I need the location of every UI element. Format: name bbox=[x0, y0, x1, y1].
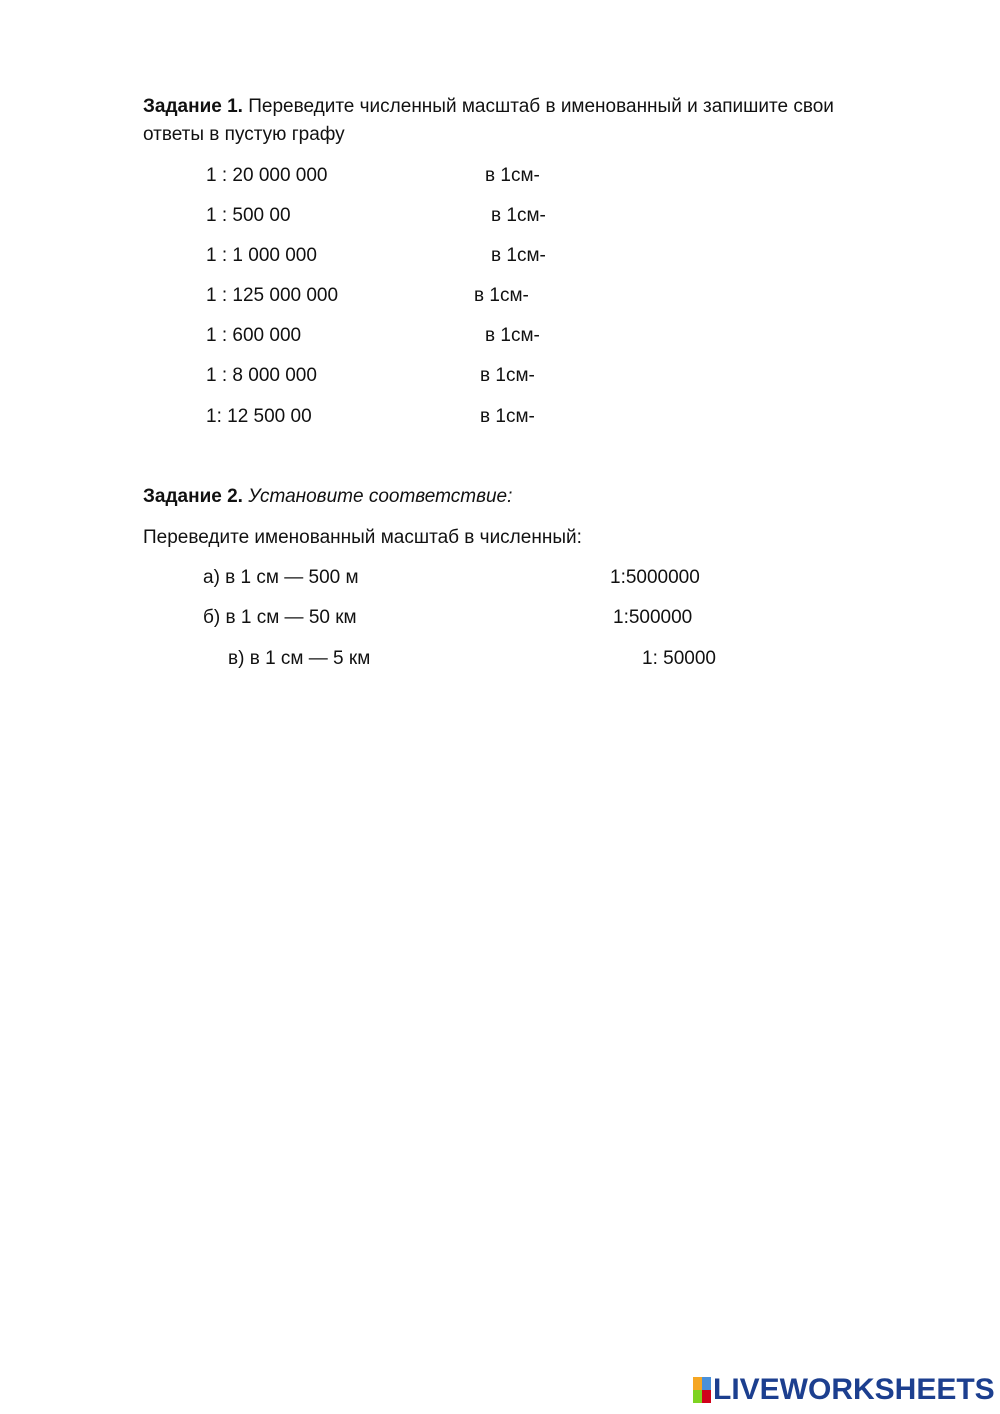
task1-heading bbox=[143, 96, 834, 118]
task2-instruction: Установите соответствие: bbox=[248, 486, 513, 507]
task1-row-answer: в 1см- bbox=[480, 406, 535, 427]
task2-heading bbox=[143, 486, 512, 508]
task1-row-scale: 1 : 20 000 000 bbox=[206, 165, 328, 186]
liveworksheets-logo bbox=[693, 1373, 995, 1406]
task1-row-scale: 1 : 1 000 000 bbox=[206, 245, 317, 266]
task1-row-answer: в 1см- bbox=[474, 285, 529, 306]
task1-row-answer: в 1см- bbox=[491, 205, 546, 226]
task2-row-numeric: 1: 50000 bbox=[642, 648, 716, 669]
task1-row-scale: 1: 12 500 00 bbox=[206, 406, 312, 427]
task2-subtitle: Переведите именованный масштаб в численный: bbox=[143, 527, 582, 548]
task1-row-scale: 1 : 600 000 bbox=[206, 325, 302, 346]
logo-tile bbox=[702, 1377, 711, 1390]
task1-row-scale: 1 : 125 000 000 bbox=[206, 285, 339, 306]
task2-row-numeric: 1:5000000 bbox=[610, 567, 700, 588]
logo-tile bbox=[693, 1390, 702, 1403]
task2-row-named: б) в 1 см — 50 км bbox=[203, 607, 357, 628]
task1-text-line1: Переведите численный масштаб в именованный и запишите свои bbox=[242, 96, 834, 117]
task2-row-named: в) в 1 см — 5 км bbox=[228, 648, 371, 669]
task1-row-answer: в 1см- bbox=[485, 325, 540, 346]
task1-text-line2: ответы в пустую графу bbox=[143, 124, 345, 145]
task2-row-numeric: 1:500000 bbox=[613, 607, 693, 628]
task1-label: Задание 1. bbox=[143, 96, 243, 117]
logo-tiles-icon bbox=[693, 1377, 711, 1403]
logo-tile bbox=[702, 1390, 711, 1403]
task1-row-scale: 1 : 500 00 bbox=[206, 205, 291, 226]
task1-row-scale: 1 : 8 000 000 bbox=[206, 365, 317, 386]
logo-text: LIVEWORKSHEETS bbox=[713, 1373, 995, 1406]
task1-row-answer: в 1см- bbox=[485, 165, 540, 186]
task1-row-answer: в 1см- bbox=[491, 245, 546, 266]
task2-label: Задание 2. bbox=[143, 486, 243, 507]
task1-row-answer: в 1см- bbox=[480, 365, 535, 386]
task2-row-named: а) в 1 см — 500 м bbox=[203, 567, 359, 588]
logo-tile bbox=[693, 1377, 702, 1390]
